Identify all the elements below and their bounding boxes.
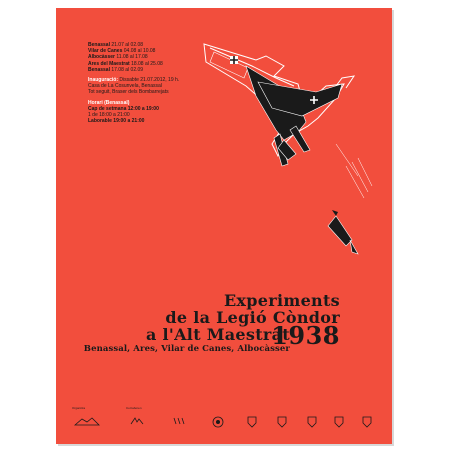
tail-insignia-icon: [230, 56, 238, 64]
sponsor-logo-2: [172, 416, 186, 426]
town-shield-5: [362, 416, 372, 428]
headline-line-3: a l'Alt Maestrat: [145, 325, 290, 344]
headline-line-2: de la Legió Còndor: [165, 308, 340, 327]
stuka-plane-illustration: [186, 26, 376, 276]
bomb-icon: [328, 210, 358, 254]
opening-line: Inauguració: Dissabte 21.07.2012, 19 h.: [88, 77, 180, 84]
shield-icon: [247, 416, 257, 428]
town-shield-1: [247, 416, 257, 428]
headline-places: Benassal, Ares, Vilar de Canes, Albocàsser: [83, 344, 290, 354]
plane-silhouette: [210, 52, 342, 166]
footer-logos: [72, 406, 382, 440]
motion-lines: [336, 144, 372, 198]
hours-line: 1 de 18:00 a 21:00: [88, 112, 130, 119]
sponsor-logo-1: [130, 416, 144, 426]
shield-icon: [307, 416, 317, 428]
schedule-line: Benassal 17.08 al 02.09: [88, 66, 144, 73]
schedule-line: Albocàsser 11.08 al 17.08: [88, 54, 148, 61]
schedule-line: Benassal 21.07 al 02.08: [88, 42, 144, 48]
organizer-logo: [74, 416, 100, 426]
schedule-line: Ares del Maestrat 18.08 al 25.08: [88, 60, 163, 67]
headline-line-1: Experiments: [223, 291, 340, 310]
organizer-logo-icon: [74, 416, 100, 426]
hours-line: Cap de setmana 12:00 a 19:00: [88, 105, 159, 112]
hours-line: Laborable 19:00 a 21:00: [88, 118, 145, 125]
shield-icon: [277, 416, 287, 428]
organitza-label: Organitza: [72, 406, 86, 410]
opening-note: Tot seguit, Braser dels Bombarrejats: [88, 89, 169, 96]
schedule-line: Vilar de Canes 04.08 al 10.08: [88, 48, 156, 55]
sponsor-logo-1-icon: [130, 416, 144, 426]
shield-icon: [334, 416, 344, 428]
sponsor-logo-2-icon: [172, 416, 186, 426]
town-shield-4: [334, 416, 344, 428]
opening-venue: Casa de La Cosunvela, Benassal: [88, 83, 162, 90]
headline-year: 1938: [271, 321, 340, 350]
sponsor-logo-3: [212, 416, 224, 428]
collaboren-label: Col·laboren: [126, 406, 142, 410]
shield-icon: [362, 416, 372, 428]
town-shield-2: [277, 416, 287, 428]
poster: [56, 8, 392, 444]
town-shield-3: [307, 416, 317, 428]
hours-label: Horari (Benassal): [88, 99, 130, 106]
sponsor-logo-3-icon: [212, 416, 224, 428]
